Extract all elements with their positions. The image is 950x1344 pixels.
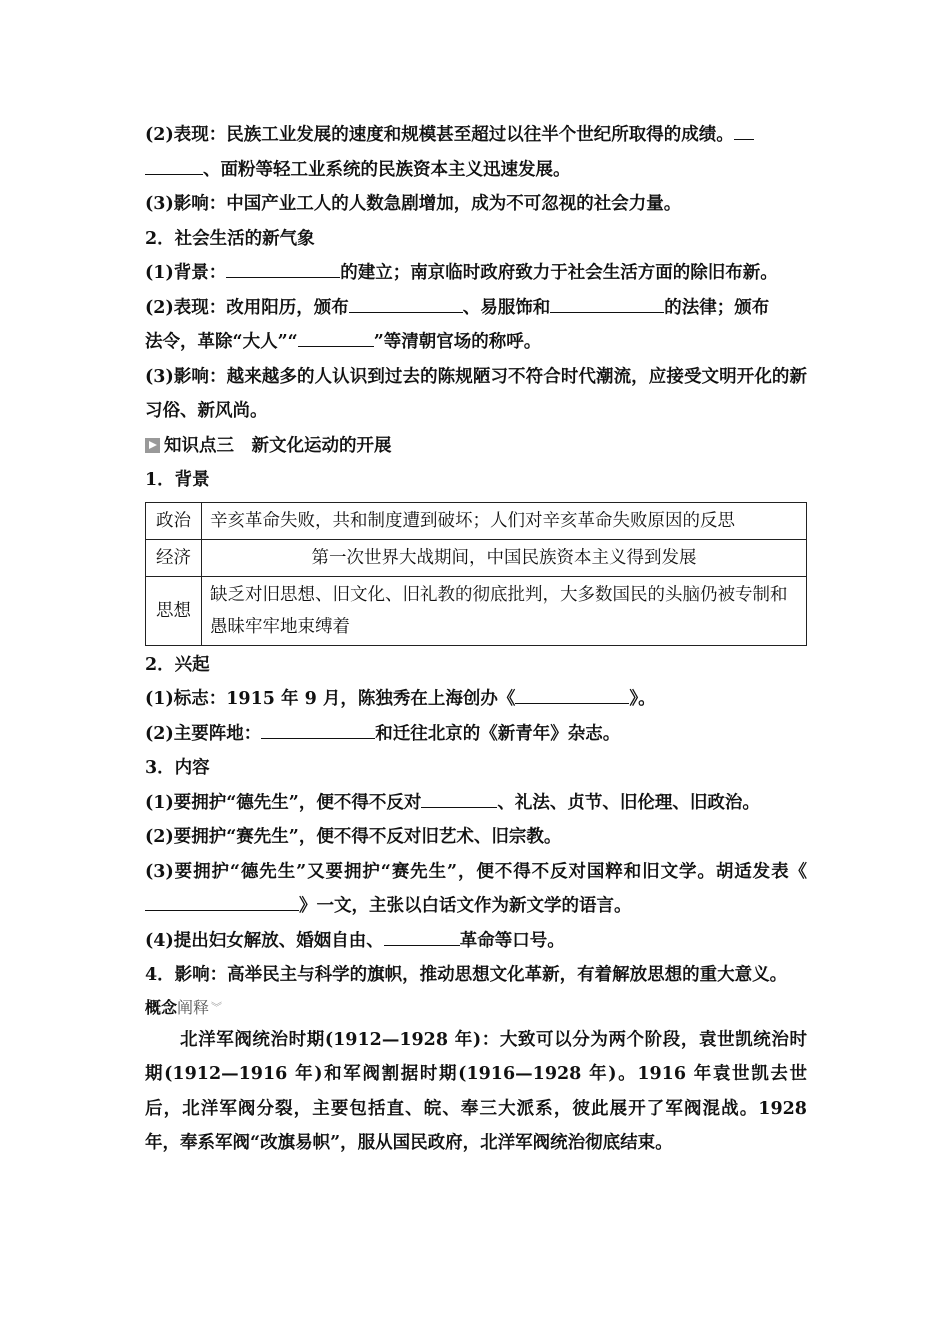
document-page: [145, 118, 807, 1161]
table-row: [146, 539, 807, 576]
table-value-cell: 缺乏对旧思想、旧文化、旧礼教的彻底批判，大多数国民的头脑仍被专制和愚昧牢牢地束缚着: [202, 576, 807, 645]
blank-3: [349, 292, 463, 313]
section-heading-knowledge-three: 知识点三 新文化运动的开展: [145, 429, 807, 464]
paragraph-explanation: 北洋军阀统治时期(1912—1928 年)：大致可以分为两个阶段，袁世凯统治时期(1912—1916 年)和军阀割据时期(1916—1928 年)。1916 年袁世凯去世后，北洋军阀分裂，主要包括直、皖、奉三大派系，彼此展开了军阀混战。1928 年，奉系军阀“改旗易帜”，服从国民政府，北洋军阀统治彻底结束。: [145, 1029, 807, 1153]
blank-4: [550, 292, 664, 313]
table-key-cell: 政治: [146, 502, 202, 539]
blank-6: [515, 683, 629, 704]
blank-2: [226, 257, 340, 278]
heading-content: 3．内容: [145, 758, 210, 778]
paragraph-rise-base: (2)主要阵地： 和迁往北京的《新青年》杂志。: [145, 717, 807, 752]
table-key-cell: 思想: [146, 576, 202, 645]
heading-social-life: 2．社会生活的新气象: [145, 228, 315, 249]
concept-label: 概念 阐释 ︾: [145, 993, 807, 1023]
blank-8: [421, 787, 497, 808]
play-triangle-icon: [145, 438, 160, 453]
paragraph-rise-sign: (1)标志：1915 年 9 月，陈独秀在上海创办《 》。: [145, 682, 807, 717]
paragraph-impact: 4．影响：高举民主与科学的旗帜，推动思想文化革新，有着解放思想的重大意义。: [145, 965, 788, 985]
paragraph-content-3: (3)要拥护“德先生”又要拥护“赛先生”，便不得不反对国粹和旧文学。胡适发表《》一文，主张以白话文作为新文学的语言。: [145, 861, 807, 916]
blank-1a: [734, 119, 754, 140]
paragraph-social-impact: (3)影响：越来越多的人认识到过去的陈规陋习不符合时代潮流，应接受文明开化的新习俗、新风尚。: [145, 366, 807, 421]
chevron-down-icon: ︾: [211, 1000, 223, 1014]
blank-5: [298, 326, 374, 347]
paragraph-social-background: (1)背景： 的建立；南京临时政府致力于社会生活方面的除旧布新。: [145, 256, 807, 291]
table-row: [146, 502, 807, 539]
paragraph-content-4: (4)提出妇女解放、婚姻自由、 革命等口号。: [145, 924, 807, 959]
table-value-cell: 第一次世界大战期间，中国民族资本主义得到发展: [202, 539, 807, 576]
blank-1b: [145, 154, 203, 175]
blank-9: [145, 890, 299, 911]
heading-background: 1．背景: [145, 470, 210, 490]
paragraph-content-1: (1)要拥护“德先生”，便不得不反对 、礼法、贞节、旧伦理、旧政治。: [145, 786, 807, 821]
paragraph-content-2: (2)要拥护“赛先生”，便不得不反对旧艺术、旧宗教。: [145, 827, 562, 847]
paragraph-performance: (2)表现：民族工业发展的速度和规模甚至超过以往半个世纪所取得的成绩。 、面粉等轻工业系统的民族资本主义迅速发展。: [145, 118, 807, 187]
table-key-cell: 经济: [146, 539, 202, 576]
paragraph-impact-workers: (3)影响：中国产业工人的人数急剧增加，成为不可忽视的社会力量。: [145, 194, 682, 214]
blank-10: [384, 925, 460, 946]
table-row: [146, 576, 807, 645]
paragraph-social-performance: (2)表现：改用阳历，颁布 、易服饰和 的法律；颁布 法令，革除“大人”“ ”等清朝官场的称呼。: [145, 291, 807, 360]
blank-7: [261, 718, 375, 739]
background-table: [145, 502, 807, 646]
heading-rise: 2．兴起: [145, 654, 210, 675]
table-value-cell: 辛亥革命失败，共和制度遭到破坏；人们对辛亥革命失败原因的反思: [202, 502, 807, 539]
